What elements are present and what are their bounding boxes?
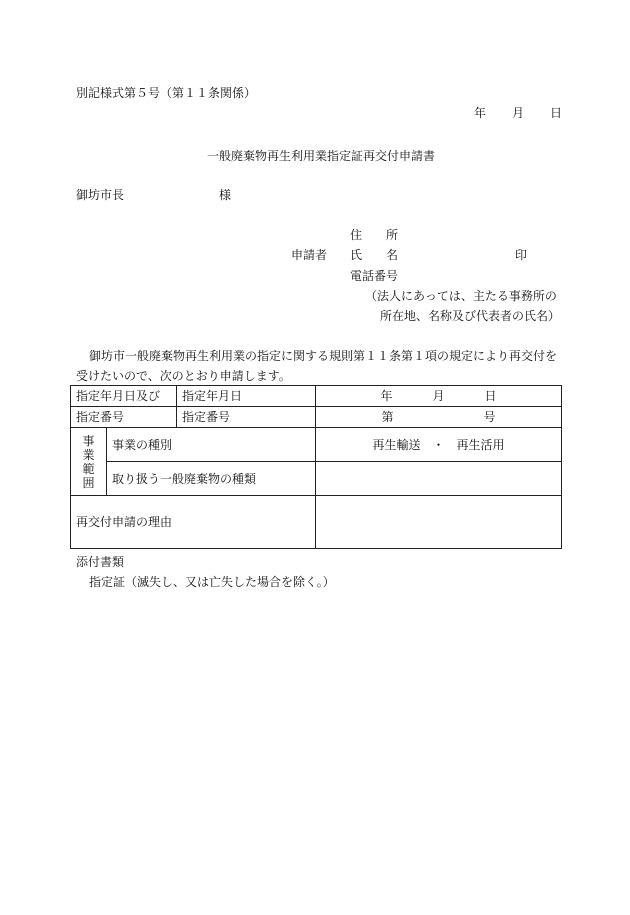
waste-type-field[interactable]: [316, 462, 562, 496]
designation-date-year: 年: [380, 389, 393, 403]
designation-date-label: 指定年月日: [182, 389, 243, 403]
header-date-month: 月: [512, 106, 525, 120]
table-row: [71, 428, 562, 462]
application-table: [70, 385, 562, 549]
reason-label-cell: [71, 496, 316, 549]
business-type-options: 再生輸送 ・ 再生活用: [372, 437, 505, 452]
applicant-address-label: 住 所: [350, 228, 399, 242]
business-type-label-cell: [107, 428, 316, 462]
reason-field[interactable]: [316, 496, 562, 549]
table-row: [71, 386, 562, 407]
body-text-line2: 受けたいので、次のとおり申請します。: [76, 369, 291, 383]
designation-date-day: 日: [484, 389, 497, 403]
form-number: 別記様式第５号（第１１条関係）: [76, 86, 257, 100]
table-row: [71, 462, 562, 496]
designation-date-cell[interactable]: [316, 386, 562, 407]
business-type-label: 事業の種別: [112, 437, 173, 452]
designation-date-label-cell: [177, 386, 316, 407]
applicant-label: 申請者: [291, 248, 328, 262]
scope-char: 囲: [82, 475, 95, 490]
seal-mark: 印: [515, 248, 528, 262]
header-date-day: 日: [550, 106, 563, 120]
applicant-phone-label: 電話番号: [350, 269, 399, 283]
business-scope-label-cell: [71, 428, 107, 496]
designation-date-month: 月: [432, 389, 445, 403]
attachments-heading: 添付書類: [76, 555, 125, 569]
table-row: [71, 496, 562, 549]
designation-number-label-cell: [177, 407, 316, 428]
designation-number-label: 指定番号: [182, 410, 231, 424]
row1-label-cell: [71, 386, 177, 407]
corp-note-line1: （法人にあっては、主たる事務所の: [365, 289, 557, 303]
scope-char: 範: [82, 461, 95, 476]
document-title: 一般廃棄物再生利用業指定証再交付申請書: [207, 149, 436, 163]
waste-type-label: 取り扱う一般廃棄物の種類: [112, 471, 257, 486]
designation-number-row-label: 指定番号: [76, 410, 125, 424]
corp-note-line2: 所在地、名称及び代表者の氏名）: [380, 309, 561, 323]
business-type-cell[interactable]: [316, 428, 562, 462]
addressee-honorific: 様: [219, 188, 232, 202]
header-date-year: 年: [474, 106, 487, 120]
scope-char: 事: [82, 433, 95, 448]
table-row: [71, 407, 562, 428]
applicant-name-label: 氏 名: [350, 248, 399, 262]
row2-label-cell: [71, 407, 177, 428]
number-suffix: 号: [483, 410, 496, 424]
number-prefix: 第: [381, 410, 394, 424]
scope-char: 業: [82, 447, 95, 462]
reason-label: 再交付申請の理由: [76, 515, 173, 529]
designation-row-label: 指定年月日及び: [76, 389, 161, 403]
designation-number-cell[interactable]: [316, 407, 562, 428]
waste-type-label-cell: [107, 462, 316, 496]
addressee-name: 御坊市長: [76, 188, 125, 202]
attachments-item: 指定証（滅失し、又は亡失した場合を除く。）: [89, 575, 335, 589]
header-date: [474, 107, 562, 119]
body-text-line1: 御坊市一般廃棄物再生利用業の指定に関する規則第１１条第１項の規定により再交付を: [89, 349, 558, 363]
